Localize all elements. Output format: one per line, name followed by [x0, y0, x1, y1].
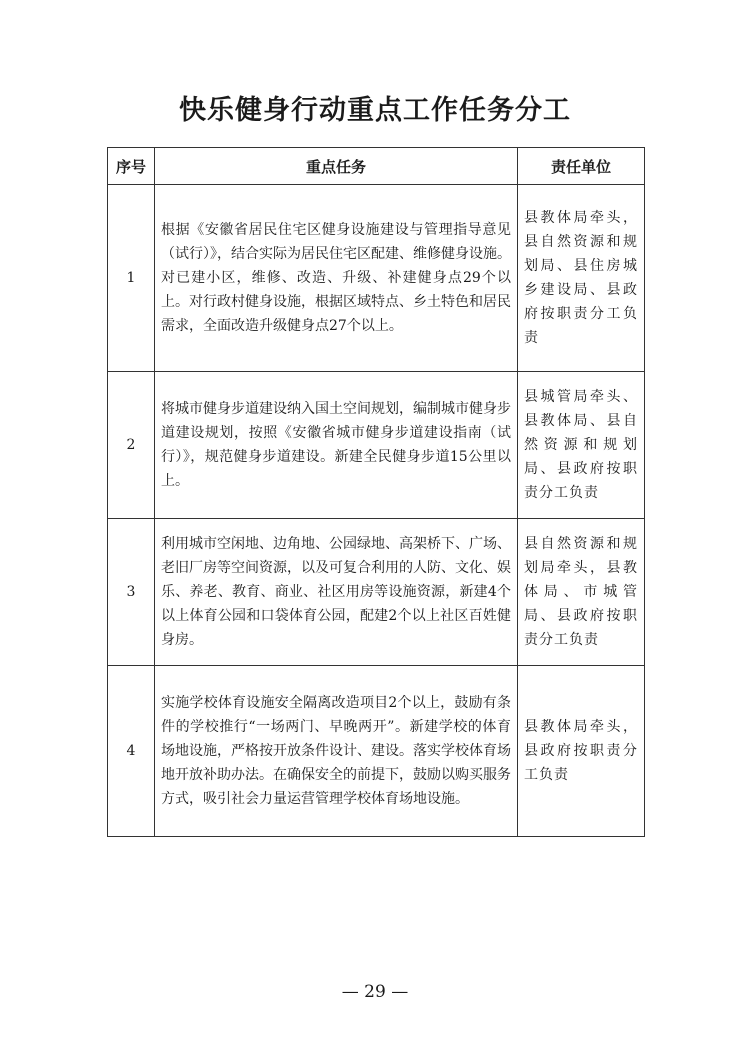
table-row — [108, 185, 645, 372]
task-table — [107, 147, 645, 837]
responsible-unit: 县教体局牵头，县政府按职责分工负责 — [518, 666, 645, 837]
task-description: 根据《安徽省居民住宅区健身设施建设与管理指导意见（试行）》，结合实际为居民住宅区配建、维修健身设施。对已建小区，维修、改造、升级、补建健身点29个以上。对行政村健身设施，根据区域特点、乡土特色和居民需求，全面改造升级健身点27个以上。 — [155, 185, 518, 372]
responsible-unit: 县城管局牵头、县教体局、县自然资源和规划局、县政府按职责分工负责 — [518, 372, 645, 519]
page-number: — 29 — — [341, 982, 409, 1002]
table-row — [108, 666, 645, 837]
document-title: 快乐健身行动重点工作任务分工 — [179, 95, 571, 126]
responsible-unit: 县自然资源和规划局牵头，县教体局、市城管局、县政府按职责分工负责 — [518, 519, 645, 666]
row-number: 3 — [108, 519, 155, 666]
task-description: 利用城市空闲地、边角地、公园绿地、高架桥下、广场、老旧厂房等空间资源，以及可复合利用的人防、文化、娱乐、养老、教育、商业、社区用房等设施资源，新建4个以上体育公园和口袋体育公园，配建2个以上社区百姓健身房。 — [155, 519, 518, 666]
row-number: 4 — [108, 666, 155, 837]
task-description: 将城市健身步道建设纳入国土空间规划，编制城市健身步道建设规划，按照《安徽省城市健身步道建设指南（试行）》，规范健身步道建设。新建全民健身步道15公里以上。 — [155, 372, 518, 519]
header-task: 重点任务 — [155, 148, 518, 185]
responsible-unit: 县教体局牵头，县自然资源和规划局、县住房城乡建设局、县政府按职责分工负责 — [518, 185, 645, 372]
row-number: 2 — [108, 372, 155, 519]
table-row — [108, 372, 645, 519]
row-number: 1 — [108, 185, 155, 372]
task-description: 实施学校体育设施安全隔离改造项目2个以上，鼓励有条件的学校推行“一场两门、早晚两开”。新建学校的体育场地设施，严格按开放条件设计、建设。落实学校体育场地开放补助办法。在确保安全的前提下，鼓励以购买服务方式，吸引社会力量运营管理学校体育场地设施。 — [155, 666, 518, 837]
table-row — [108, 519, 645, 666]
header-no: 序号 — [108, 148, 155, 185]
table-header-row — [108, 148, 645, 185]
header-unit: 责任单位 — [518, 148, 645, 185]
